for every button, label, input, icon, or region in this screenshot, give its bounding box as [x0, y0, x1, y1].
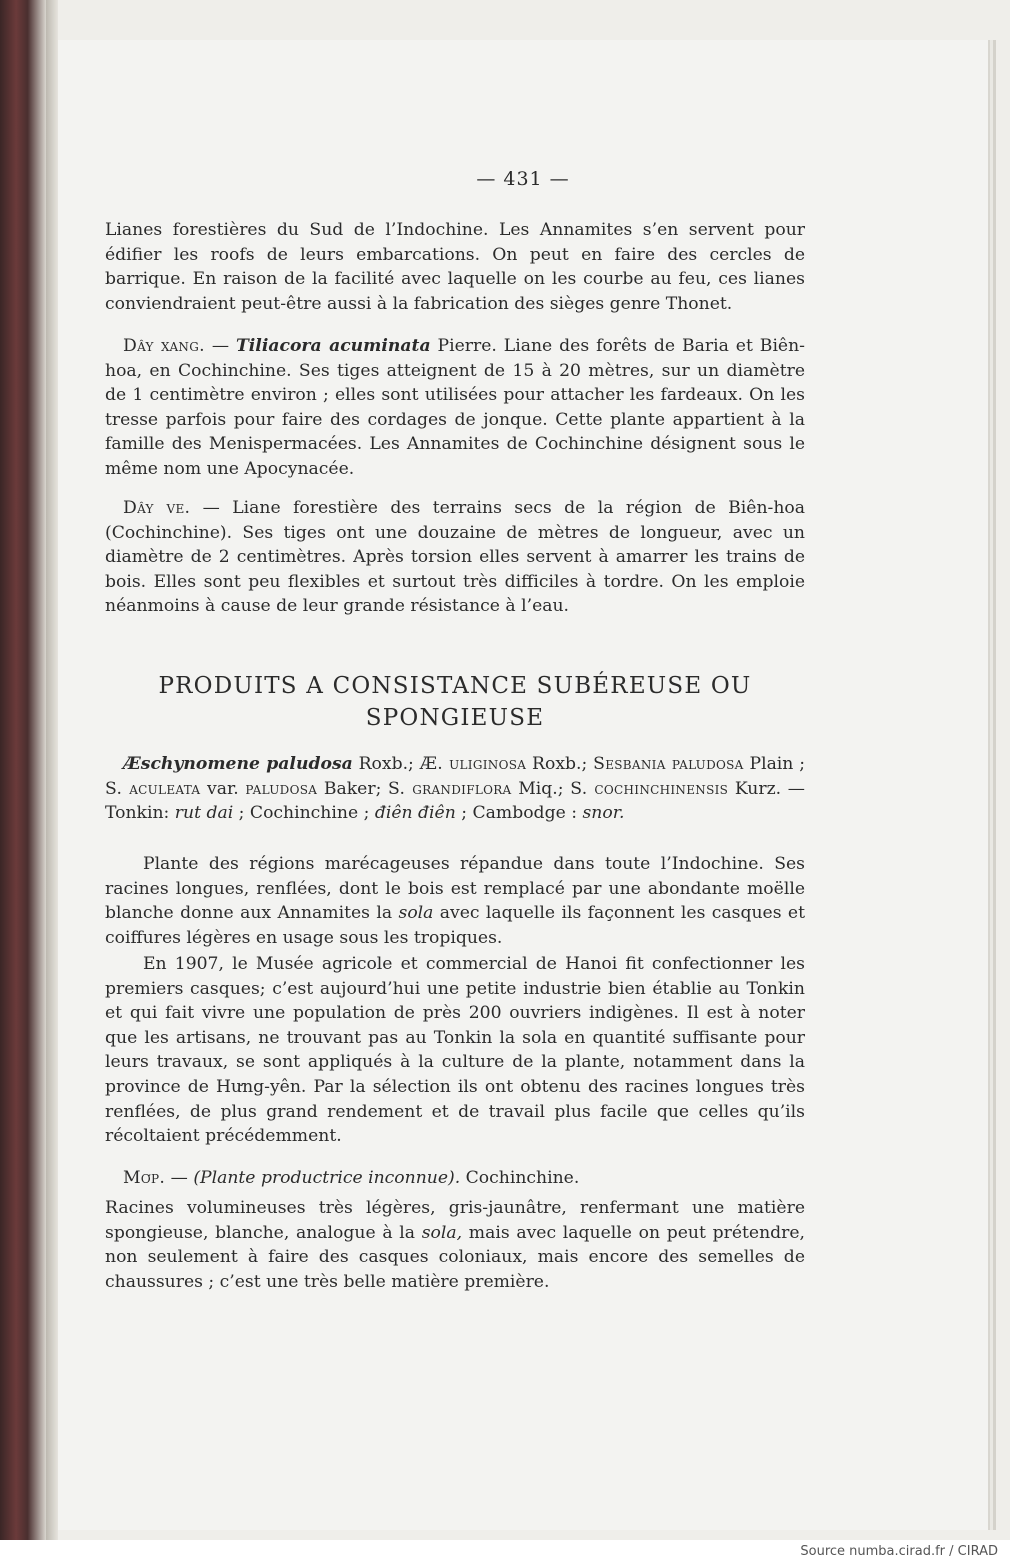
text-fragment: ; Cambodge :: [455, 803, 583, 824]
dash: —: [204, 336, 236, 356]
text-fragment: Miq.;: [511, 778, 571, 799]
text-fragment: Plain ;: [743, 754, 806, 774]
vernacular-name: rut dai: [174, 803, 234, 824]
text-fragment: Roxb.;: [352, 754, 420, 774]
vernacular-name: điên điên: [374, 803, 456, 824]
page-number: — 431 —: [476, 168, 570, 190]
paragraph-aeschynomene: [105, 752, 805, 826]
italic-term: sola,: [421, 1222, 463, 1243]
plant-name: Dây xang.: [123, 336, 205, 356]
paragraph-text: Lianes forestières du Sud de l’Indochine. Les Annamites s’en servent pour édifier les roofs de leurs embarcations. On peut en faire des cercles de barrique. En raison de la facilité avec laquelle on les courbe au feu, ces lianes conviendraient peut-être aussi à la fabrication des sièges genre Thonet.: [105, 220, 805, 314]
paragraph-text: mais avec laquelle on peut prétendre, non seulement à faire des casques coloniaux, mais encore des semelles de chaussures ; c’est une très belle matière première.: [105, 1222, 805, 1292]
paragraph-plante-regions: [105, 852, 805, 950]
synonym: S. grandiflora: [388, 778, 512, 799]
text-fragment: Kurz. — Tonkin:: [105, 778, 805, 824]
paragraph-text: avec laquelle ils façonnent les casques et coiffures légères en usage sous les tropiques.: [105, 903, 805, 948]
synonym: paludosa: [245, 778, 318, 799]
paragraph-mop: [105, 1166, 805, 1191]
paragraph-text: Pierre. Liane des forêts de Baria et Biên-hoa, en Cochinchine. Ses tiges atteignent de 15 à 20 mètres, sur un diamètre de 1 centimètre environ ; elles sont utilisées pour attacher les fardeaux. On les tresse parfois pour faire des cordages de jonque. Cette plante appartient à la famille des Menispermacées. Les Annamites de Cochinchine désignent sous le même nom une Apocynacée.: [105, 336, 805, 479]
paragraph-lianes: [105, 218, 805, 316]
text-fragment: ; Cochinchine ;: [233, 803, 375, 824]
synonym: S. aculeata: [105, 778, 201, 799]
text-fragment: Roxb.;: [526, 754, 594, 774]
plant-name: Mơp.: [123, 1168, 166, 1188]
paragraph-text: — Liane forestière des terrains secs de la région de Biên-hoa (Cochinchine). Ses tiges ont une douzaine de mètres de longueur, avec un diamètre de 2 centimètres. Après torsion elles servent à amarrer les trains de bois. Elles sont peu flexibles et surtout très difficiles à tordre. On les emploie néanmoins à cause de leur grande résistance à l’eau.: [105, 498, 805, 617]
dash: —: [165, 1168, 194, 1188]
plant-name: Dây ve.: [123, 498, 191, 518]
paragraph-day-ve: [105, 496, 805, 619]
synonym: S. cochinchinensis: [570, 778, 729, 799]
synonym: Æ. uliginosa: [419, 754, 527, 774]
source-credit: Source numba.cirad.fr / CIRAD: [800, 1544, 998, 1559]
paragraph-text: Cochinchine.: [460, 1168, 580, 1188]
heading-line-2: SPONGIEUSE: [365, 705, 545, 731]
paragraph-text: Racines volumineuses très légères, gris-jaunâtre, renfermant une matière spongieuse, blanche, analogue à la: [105, 1198, 805, 1243]
latin-name: Tiliacora acuminata: [235, 336, 431, 356]
paragraph-text: En 1907, le Musée agricole et commercial de Hanoi fit confectionner les premiers casques; c’est aujourd’hui une petite industrie bien établie au Tonkin et qui fait vivre une population de près 200 ouvriers indigènes. Il est à noter que les artisans, ne trouvant pas au Tonkin la sola en quantité suffisante pour leurs travaux, se sont appliqués à la culture de la plante, notamment dans la province de Hưng-yên. Par la sélection ils ont obtenu des racines longues très renflées, de plus grand rendement et de travail plus facile que celles qu’ils récoltaient précédemment.: [105, 954, 805, 1147]
section-heading: [120, 670, 790, 734]
paragraph-racines: [105, 1196, 805, 1294]
paragraph-text: Plante des régions marécageuses répandue dans toute l’Indochine. Ses racines longues, renflées, dont le bois est remplacé par une abondante moëlle blanche donne aux Annamites la: [105, 854, 805, 924]
heading-line-1: PRODUITS A CONSISTANCE SUBÉREUSE OU: [158, 673, 752, 699]
binding-edge: [46, 0, 58, 1540]
book-binding: [0, 0, 46, 1540]
text-fragment: var.: [200, 778, 246, 799]
italic-note: (Plante productrice inconnue).: [193, 1168, 461, 1188]
paragraph-day-xang: [105, 334, 805, 482]
synonym: Sesbania paludosa: [593, 754, 744, 774]
text-fragment: Baker;: [317, 778, 389, 799]
paragraph-1907: [105, 952, 805, 1149]
latin-name: Æschynomene paludosa: [123, 754, 353, 774]
italic-term: sola: [398, 903, 434, 924]
vernacular-name: snor.: [582, 803, 625, 824]
